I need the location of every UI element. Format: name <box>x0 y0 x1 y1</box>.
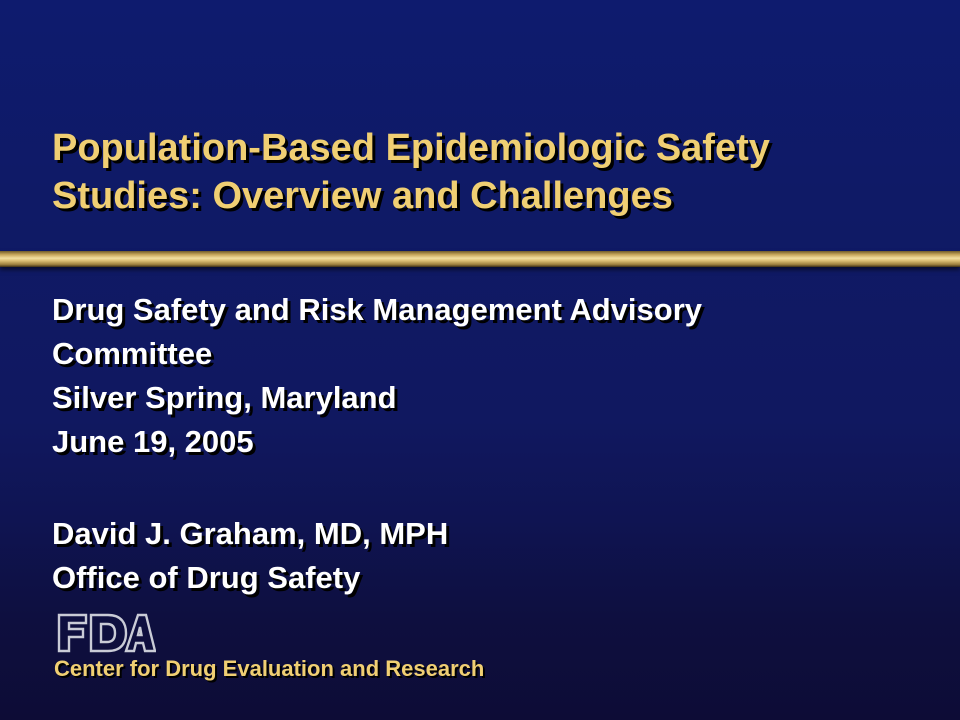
slide-title-line-2: Studies: Overview and Challenges <box>52 175 673 217</box>
slide-title <box>52 124 932 220</box>
presenter-info <box>52 512 932 600</box>
gold-divider-bar <box>0 251 960 267</box>
center-name: Center for Drug Evaluation and Research <box>54 656 485 681</box>
committee-name-line-2: Committee <box>52 336 213 371</box>
presenter-office: Office of Drug Safety <box>52 560 361 595</box>
slide-title-line-1: Population-Based Epidemiologic Safety <box>52 127 770 169</box>
meeting-location: Silver Spring, Maryland <box>52 380 397 415</box>
committee-name-line-1: Drug Safety and Risk Management Advisory <box>52 292 703 327</box>
meeting-info <box>52 288 932 464</box>
meeting-date: June 19, 2005 <box>52 424 254 459</box>
fda-logo-icon <box>56 612 156 654</box>
presenter-name: David J. Graham, MD, MPH <box>52 516 449 551</box>
